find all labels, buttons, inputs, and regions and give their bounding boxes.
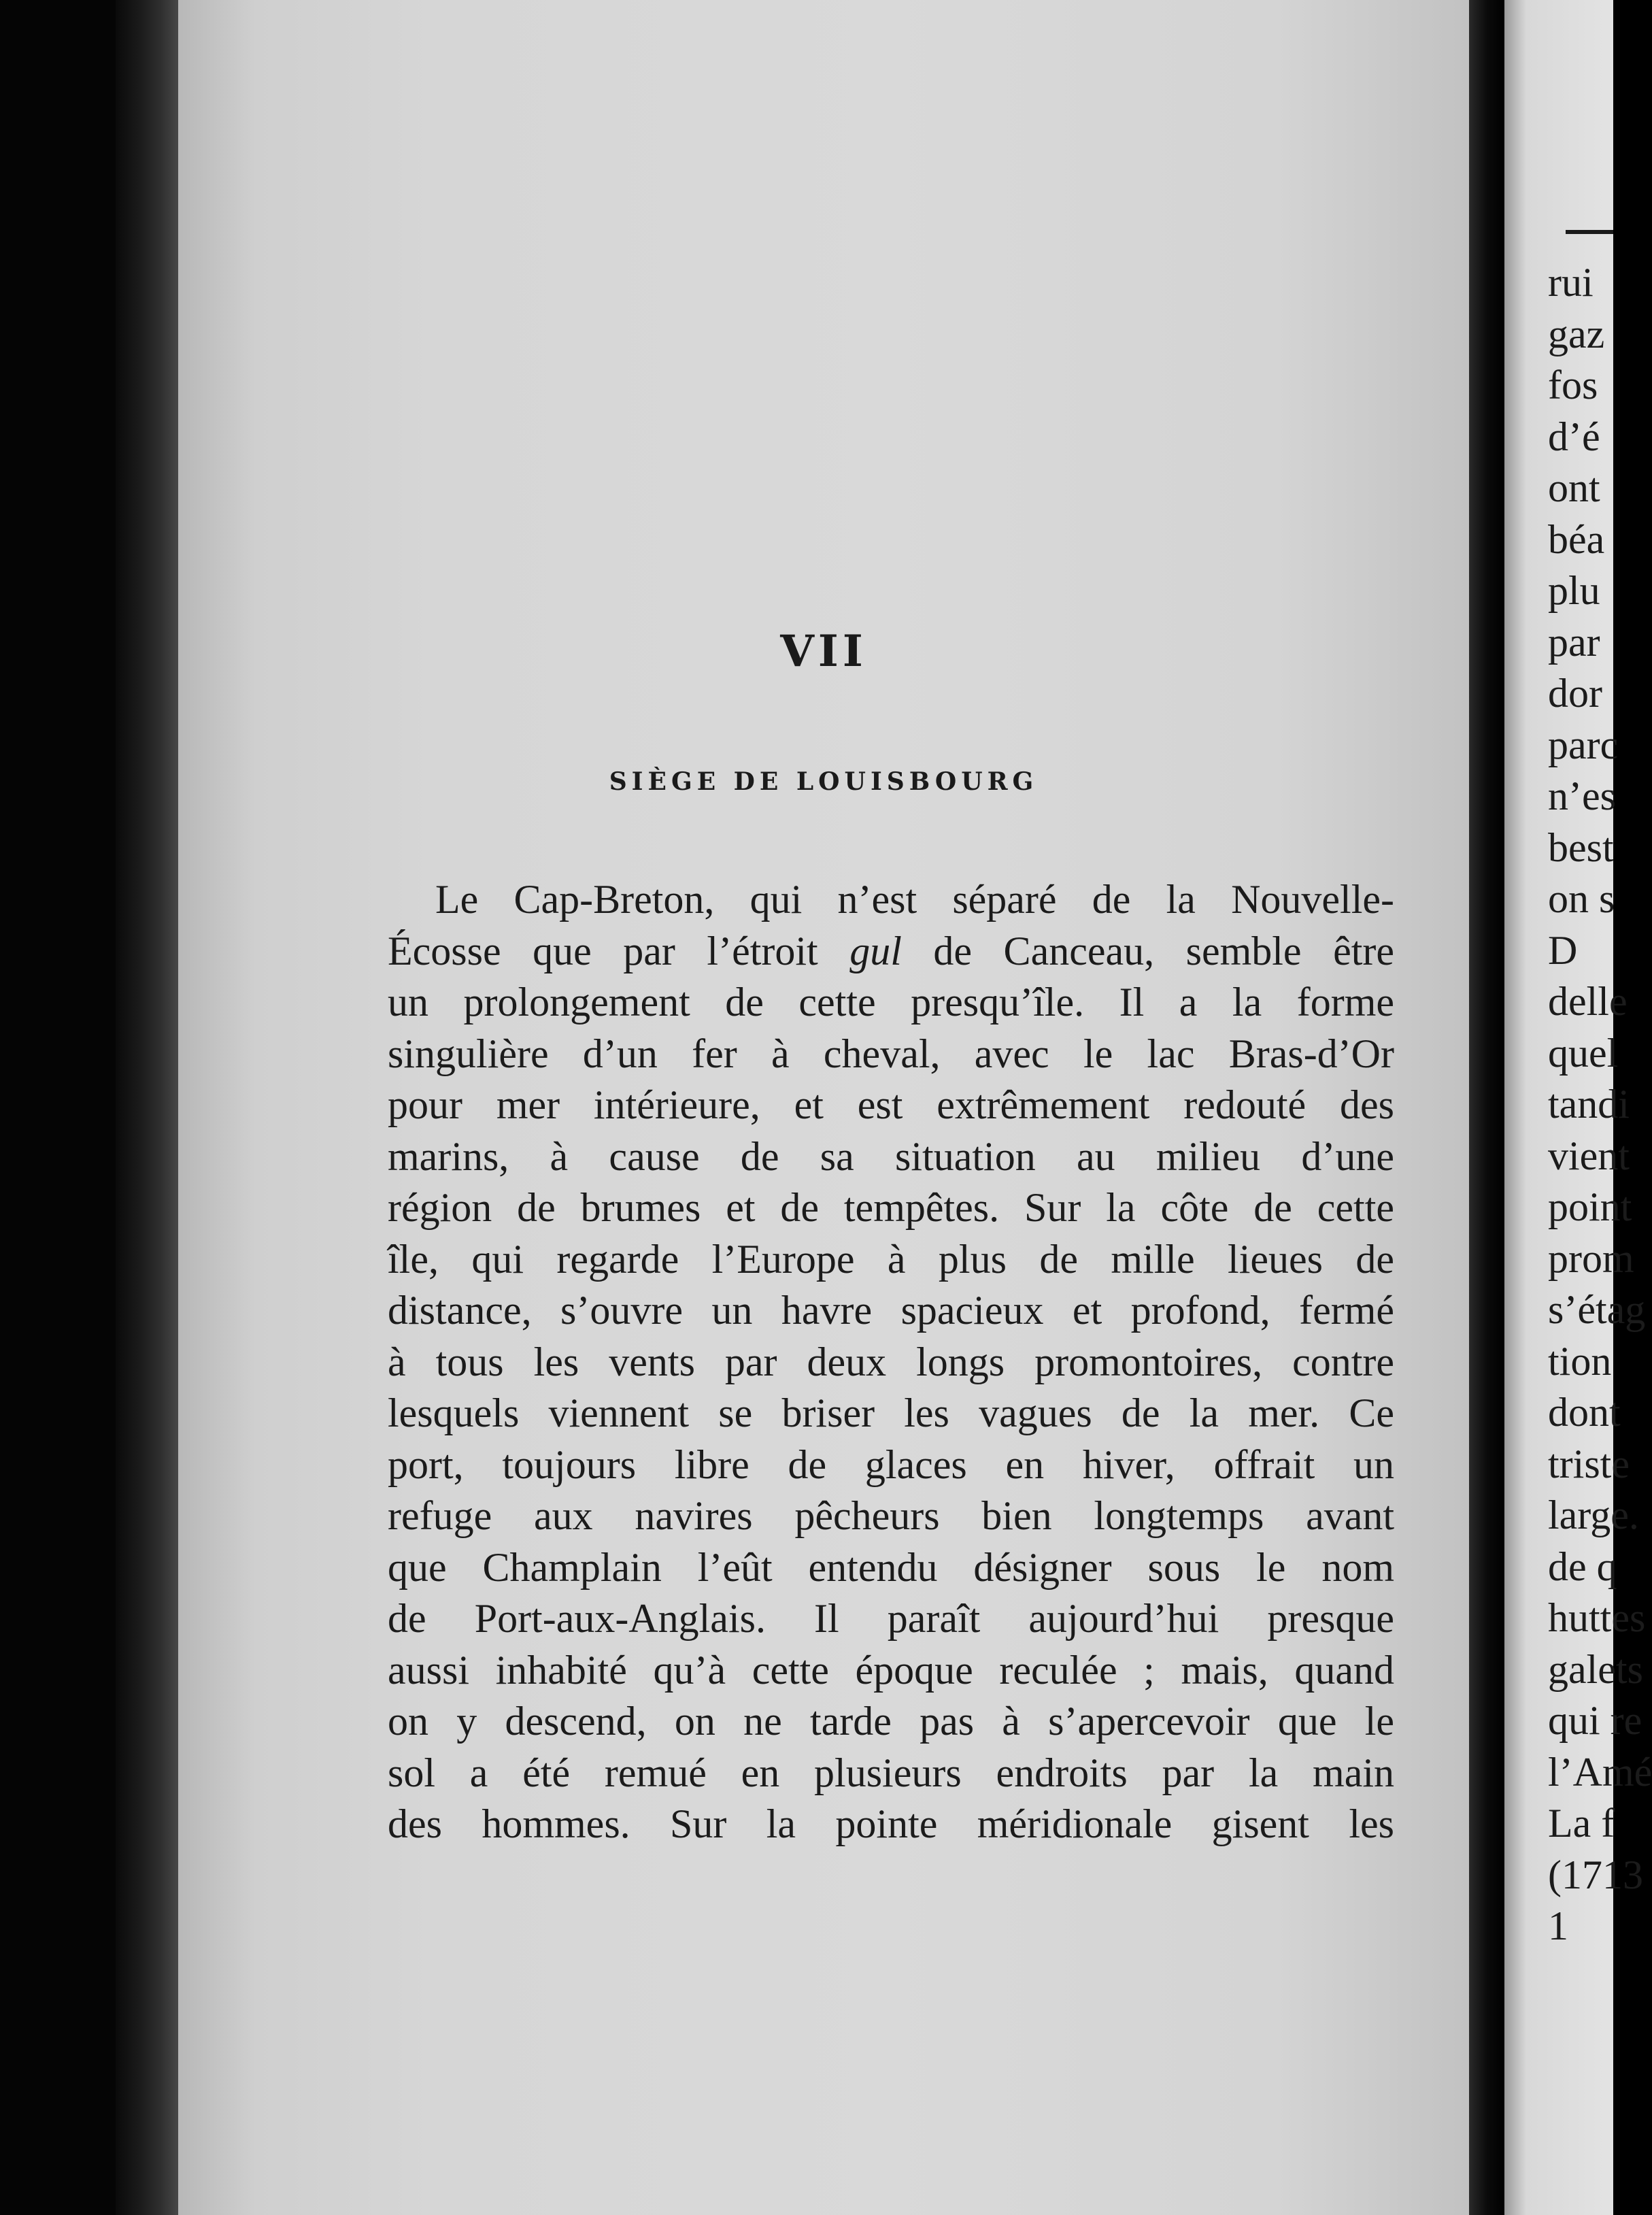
facing-line: d’é bbox=[1548, 414, 1600, 459]
body-line: port, toujours libre de glaces en hiver, offrait un bbox=[388, 1442, 1394, 1487]
facing-line: plu bbox=[1548, 568, 1600, 613]
facing-line: l’Amé bbox=[1548, 1749, 1652, 1795]
body-line: Écosse que par l’étroit gul de Canceau, semble être bbox=[388, 928, 1394, 973]
body-line: de Port-aux-Anglais. Il paraît aujourd’hui presque bbox=[388, 1596, 1394, 1641]
body-line: un prolongement de cette presqu’île. Il a la forme bbox=[388, 980, 1394, 1025]
book-binding-gutter bbox=[116, 0, 180, 2215]
chapter-body bbox=[388, 874, 1394, 1850]
facing-line: de q bbox=[1548, 1544, 1617, 1589]
facing-line: rui bbox=[1548, 260, 1594, 305]
facing-line: galets bbox=[1548, 1646, 1643, 1692]
body-line: île, qui regarde l’Europe à plus de mille lieues de bbox=[388, 1236, 1394, 1282]
facing-line: ont bbox=[1548, 465, 1600, 510]
facing-line: on s bbox=[1548, 876, 1615, 921]
facing-line: best bbox=[1548, 825, 1614, 870]
facing-line: prom bbox=[1548, 1235, 1634, 1281]
facing-line: dor bbox=[1548, 671, 1602, 716]
body-line: marins, à cause de sa situation au milieu d’une bbox=[388, 1133, 1394, 1179]
facing-line: par bbox=[1548, 619, 1600, 665]
chapter-number: VII bbox=[780, 626, 867, 677]
facing-page bbox=[1504, 0, 1652, 2215]
facing-line: tion bbox=[1548, 1338, 1612, 1384]
facing-line: point bbox=[1548, 1184, 1632, 1229]
facing-line: tandi bbox=[1548, 1082, 1630, 1127]
body-line: que Champlain l’eût entendu désigner sous le nom bbox=[388, 1544, 1394, 1590]
page-edge-shadow bbox=[1469, 0, 1504, 2215]
body-line: singulière d’un fer à cheval, avec le lac Bras-d’Or bbox=[388, 1031, 1394, 1076]
facing-line: n’es bbox=[1548, 773, 1616, 818]
body-line: des hommes. Sur la pointe méridionale gisent les bbox=[388, 1801, 1394, 1846]
facing-line: D bbox=[1548, 927, 1578, 973]
facing-line: large. bbox=[1548, 1493, 1639, 1537]
body-line: région de brumes et de tempêtes. Sur la côte de cette bbox=[388, 1185, 1394, 1230]
facing-line: triste bbox=[1548, 1441, 1630, 1486]
facing-line: 1 bbox=[1548, 1903, 1568, 1948]
facing-line: parc bbox=[1548, 722, 1619, 767]
body-line: aussi inhabité qu’à cette époque reculée ; mais, quand bbox=[388, 1647, 1394, 1693]
facing-page-text bbox=[1548, 257, 1652, 1952]
body-line: distance, s’ouvre un havre spacieux et profond, fermé bbox=[388, 1288, 1394, 1333]
facing-line: s’étag bbox=[1548, 1287, 1646, 1332]
facing-line: qui re bbox=[1548, 1698, 1642, 1743]
facing-line: dont bbox=[1548, 1390, 1621, 1435]
facing-line: (1713 bbox=[1548, 1852, 1643, 1897]
facing-line: fos bbox=[1548, 363, 1598, 407]
body-line: à tous les vents par deux longs promontoires, contre bbox=[388, 1339, 1394, 1384]
facing-line: gaz bbox=[1548, 311, 1605, 356]
facing-line: huttes bbox=[1548, 1595, 1646, 1640]
facing-line: La f bbox=[1548, 1801, 1615, 1846]
facing-page-rule bbox=[1566, 230, 1613, 234]
facing-line: béa bbox=[1548, 516, 1605, 562]
body-line: on y descend, on ne tarde pas à s’apercevoir que le bbox=[388, 1699, 1394, 1744]
chapter-title: SIÈGE DE LOUISBOURG bbox=[609, 767, 1039, 796]
body-line: sol a été remué en plusieurs endroits par la main bbox=[388, 1750, 1394, 1795]
facing-line: vient bbox=[1548, 1133, 1630, 1178]
body-line: pour mer intérieure, et est extrêmement redouté des bbox=[388, 1082, 1394, 1127]
body-line: Le Cap-Breton, qui n’est séparé de la Nouvelle- bbox=[435, 877, 1394, 922]
facing-line: quel bbox=[1548, 1030, 1619, 1076]
facing-line: delle bbox=[1548, 979, 1628, 1024]
body-line: refuge aux navires pêcheurs bien longtemps avant bbox=[388, 1493, 1394, 1538]
body-line: lesquels viennent se briser les vagues de la mer. Ce bbox=[388, 1390, 1394, 1435]
